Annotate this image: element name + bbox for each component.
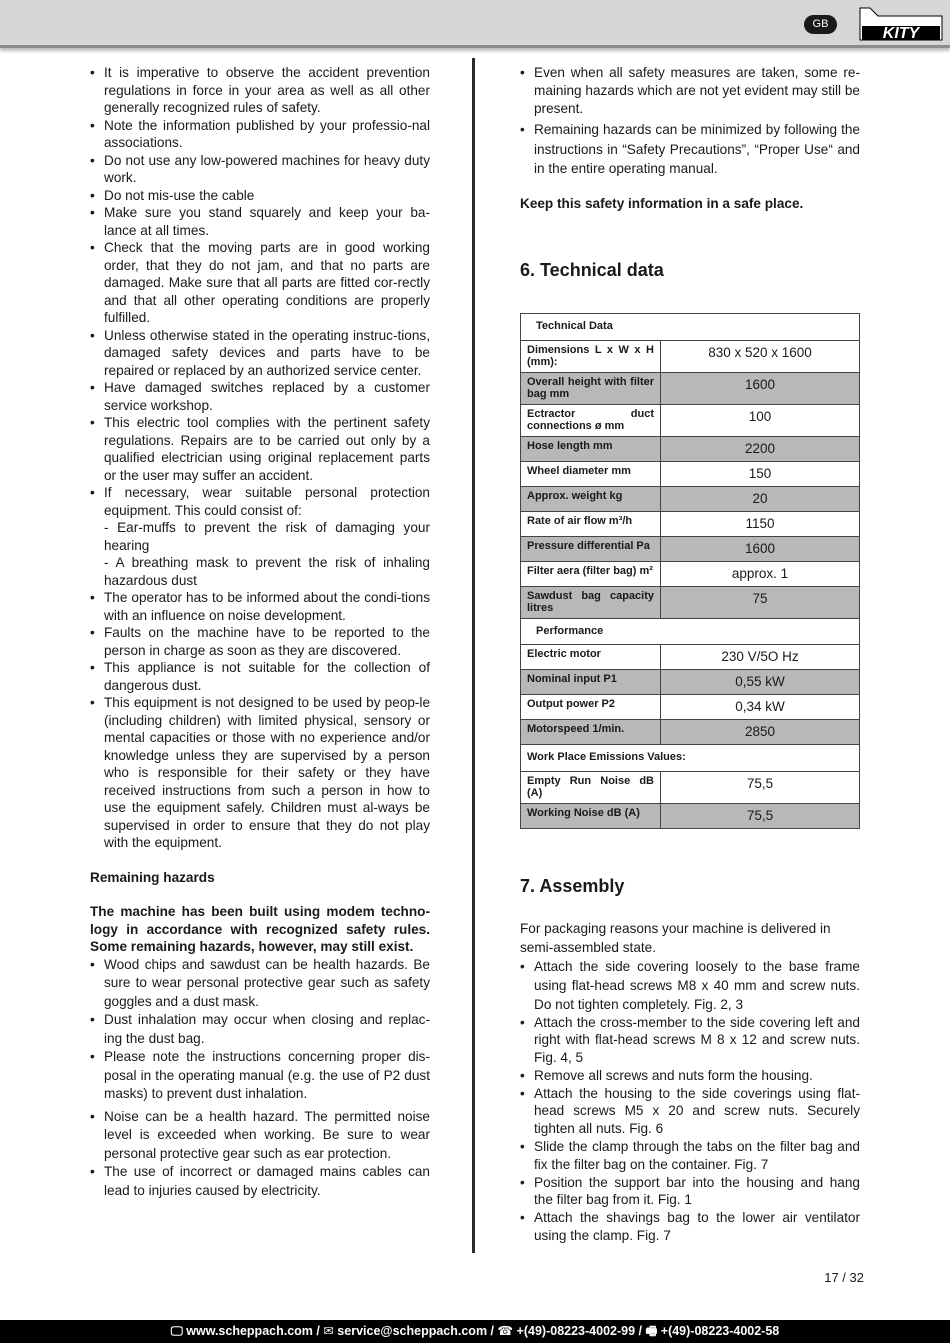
table-cell-value: 150	[661, 461, 860, 486]
list-item: • Please note the instructions concerning proper dis-posal in the operating manual (e.g. the use of P2 dust masks) to prevent dust inhalation.	[90, 1048, 430, 1104]
safety-list	[90, 64, 430, 852]
table-row	[521, 586, 860, 618]
table-cell-label: Rate of air flow m³/h	[521, 511, 661, 536]
list-item: • Wood chips and sawdust can be health hazards. Be sure to wear personal protective gear such as safety goggles and a dust mask.	[90, 956, 430, 1012]
list-item: • Dust inhalation may occur when closing and replac-ing the dust bag.	[90, 1011, 430, 1048]
technical-data-table	[520, 313, 860, 829]
assembly-list	[520, 957, 860, 1245]
table-cell-label: Output power P2	[521, 695, 661, 720]
list-item: • Unless otherwise stated in the operating instruc-tions, damaged safety devices and parts have to be repaired or replaced by an authorized service center.	[90, 327, 430, 380]
list-item: • Check that the moving parts are in good working order, that they do not jam, and that no parts are damaged. Make sure that all parts are fitted cor-rectly and that all other operating conditions are properly fulfilled.	[90, 239, 430, 327]
table-cell-value: 0,34 kW	[661, 695, 860, 720]
table-cell-value: 0,55 kW	[661, 670, 860, 695]
table-row	[521, 486, 860, 511]
page-number: 17 / 32	[824, 1270, 864, 1285]
table-cell-value: 75,5	[661, 803, 860, 828]
table-cell-label: Sawdust bag capacity litres	[521, 586, 661, 618]
list-item: • Even when all safety measures are taken, some re-maining hazards which are not yet evident may still be present.	[520, 64, 860, 118]
remaining-hazards-list	[90, 956, 430, 1201]
website-link[interactable]: www.scheppach.com	[186, 1324, 313, 1338]
table-row	[521, 561, 860, 586]
list-item: • Do not use any low-powered machines for heavy duty work.	[90, 152, 430, 187]
remaining-hazards-heading: Remaining hazards	[90, 869, 215, 885]
list-item: • Position the support bar into the housing and hang the filter bag from it. Fig. 1	[520, 1174, 860, 1210]
table-cell-value: 100	[661, 404, 860, 436]
table-section-header: Work Place Emissions Values:	[521, 745, 860, 772]
table-row	[521, 771, 860, 803]
list-item: • Attach the shavings bag to the lower air ventilator using the clamp. Fig. 7	[520, 1209, 860, 1245]
table-row	[521, 695, 860, 720]
phone-icon: ☎	[497, 1324, 517, 1338]
table-cell-label: Empty Run Noise dB (A)	[521, 771, 661, 803]
list-item: • Note the information published by your professio-nal associations.	[90, 117, 430, 152]
list-item: • Attach the cross-member to the side covering left and right with flat-head screws M 8 x 12 and screw nuts. Fig. 4, 5	[520, 1014, 860, 1067]
table-cell-value: 1600	[661, 536, 860, 561]
table-cell-label: Dimensions L x W x H (mm):	[521, 340, 661, 372]
table-cell-label: Working Noise dB (A)	[521, 803, 661, 828]
list-item: • It is imperative to observe the accident prevention regulations in force in your area as well as all other generally recognized rules of safety.	[90, 64, 430, 117]
separator: /	[316, 1324, 324, 1338]
table-row	[521, 511, 860, 536]
table-cell-label: Nominal input P1	[521, 670, 661, 695]
ppe-text: If necessary, wear suitable personal protection equipment. This could consist of:	[104, 485, 430, 518]
list-item: • The use of incorrect or damaged mains cables can lead to injuries caused by electricity.	[90, 1163, 430, 1200]
list-item-ppe	[90, 484, 430, 589]
table-cell-value: approx. 1	[661, 561, 860, 586]
list-item: • Remove all screws and nuts form the housing.	[520, 1067, 860, 1085]
table-row	[521, 536, 860, 561]
table-row	[521, 803, 860, 828]
table-row	[521, 372, 860, 404]
footer-contact-bar	[0, 1320, 950, 1343]
table-cell-label: Filter aera (filter bag) m²	[521, 561, 661, 586]
kity-logo	[858, 6, 944, 42]
keep-safety-note: Keep this safety information in a safe place.	[520, 195, 804, 211]
logo-text: KITY	[882, 25, 920, 42]
table-cell-value: 1150	[661, 511, 860, 536]
technical-data-heading: 6. Technical data	[520, 260, 664, 280]
remaining-hazards-intro: The machine has been built using modem techno-logy in accordance with recognized safety rules. Some remaining hazards, however, may still exist.	[90, 904, 430, 954]
table-cell-label: Motorspeed 1/min.	[521, 720, 661, 745]
list-item: • The operator has to be informed about the condi-tions with an influence on noise development.	[90, 589, 430, 624]
table-cell-value: 2850	[661, 720, 860, 745]
table-cell-label: Hose length mm	[521, 436, 661, 461]
list-item: • Faults on the machine have to be reported to the person in charge as soon as they are discovered.	[90, 624, 430, 659]
separator: /	[490, 1324, 498, 1338]
list-item: • Attach the side covering loosely to the base frame using flat-head screws M8 x 40 mm and screw nuts. Do not tighten completely. Fig. 2, 3	[520, 957, 860, 1014]
table-cell-label: Electric motor	[521, 645, 661, 670]
fax-icon: 🖷	[645, 1324, 661, 1338]
table-cell-label: Ectractor duct connections ø mm	[521, 404, 661, 436]
list-item: • Remaining hazards can be minimized by following the instructions in “Safety Precautions”, “Proper Use“ and in the entire operating manual.	[520, 120, 860, 179]
list-item: • This appliance is not suitable for the collection of dangerous dust.	[90, 659, 430, 694]
table-row	[521, 645, 860, 670]
table-cell-label: Overall height with filter bag mm	[521, 372, 661, 404]
list-item: • Attach the housing to the side coverings using flat-head screws M5 x 20 and screw nuts. Securely tighten all nuts. Fig. 6	[520, 1085, 860, 1138]
table-row	[521, 436, 860, 461]
list-item: • Noise can be a health hazard. The permitted noise level is exceeded when working. Be sure to wear personal protective gear such as ear protection.	[90, 1108, 430, 1164]
phone-number: +(49)-08223-4002-99	[516, 1324, 636, 1338]
table-cell-value: 1600	[661, 372, 860, 404]
list-item: • Do not mis-use the cable	[90, 187, 430, 205]
table-row	[521, 340, 860, 372]
list-item: • Slide the clamp through the tabs on the filter bag and fix the filter bag on the container. Fig. 7	[520, 1138, 860, 1174]
table-row	[521, 670, 860, 695]
table-cell-value: 230 V/5O Hz	[661, 645, 860, 670]
fax-number: +(49)-08223-4002-58	[660, 1324, 780, 1338]
table-cell-value: 2200	[661, 436, 860, 461]
table-row	[521, 404, 860, 436]
assembly-intro: For packaging reasons your machine is delivered in semi-assembled state.	[520, 920, 831, 955]
table-cell-label: Approx. weight kg	[521, 486, 661, 511]
language-badge: GB	[804, 15, 837, 34]
table-row	[521, 720, 860, 745]
assembly-heading: 7. Assembly	[520, 875, 625, 896]
table-cell-label: Pressure differential Pa	[521, 536, 661, 561]
table-section-header: Performance	[521, 618, 860, 645]
table-cell-value: 75,5	[661, 771, 860, 803]
right-column	[520, 64, 860, 1245]
column-divider	[472, 58, 475, 1253]
ppe-sub-item: - Ear-muffs to prevent the risk of damaging your hearing	[104, 520, 430, 553]
left-column	[90, 64, 430, 1200]
list-item: • This electric tool complies with the pertinent safety regulations. Repairs are to be carried out only by a qualified electrician using original replacement parts or the user may suffer an accident.	[90, 414, 430, 484]
monitor-icon: 🖵	[170, 1324, 187, 1338]
list-item: • Have damaged switches replaced by a customer service workshop.	[90, 379, 430, 414]
table-section-header: Technical Data	[521, 314, 860, 341]
table-cell-value: 75	[661, 586, 860, 618]
email-link[interactable]: service@scheppach.com	[337, 1324, 488, 1338]
table-row	[521, 461, 860, 486]
table-cell-label: Wheel diameter mm	[521, 461, 661, 486]
list-item: • Make sure you stand squarely and keep your ba-lance at all times.	[90, 204, 430, 239]
table-cell-value: 20	[661, 486, 860, 511]
ppe-sub-item: - A breathing mask to prevent the risk of inhaling hazardous dust	[104, 555, 430, 588]
remaining-hazards-continued-list	[520, 64, 860, 179]
email-icon: ✉	[323, 1324, 338, 1338]
separator: /	[638, 1324, 646, 1338]
table-cell-value: 830 x 520 x 1600	[661, 340, 860, 372]
list-item: • This equipment is not designed to be used by peop-le (including children) with limited physical, sensory or mental capacities or those with no experience and/or knowledge unless they are supervised by a person who is responsible for their safety or they have received instructions from such a person in how to use the equipment safely. Children must al-ways be supervised in order to ensure that they do not play with the equipment.	[90, 694, 430, 852]
